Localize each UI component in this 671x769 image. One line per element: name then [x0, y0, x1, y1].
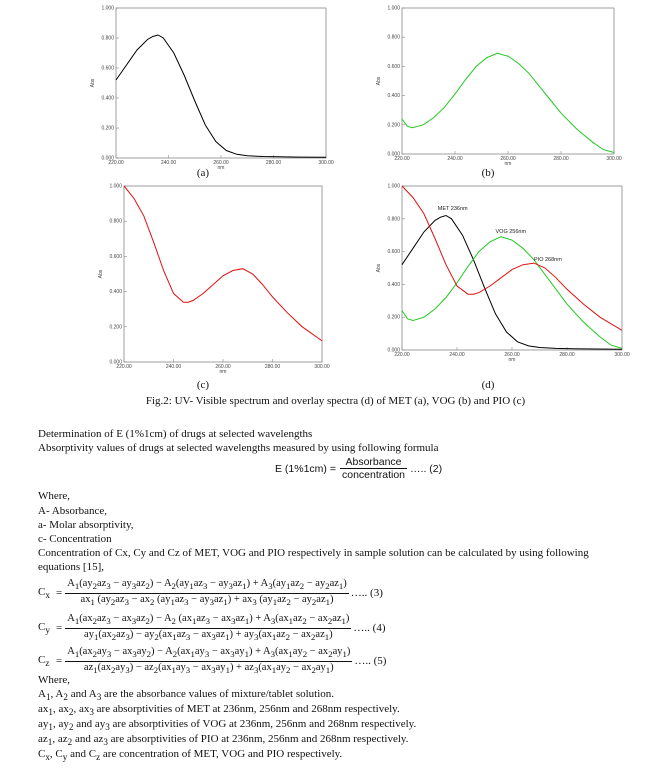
equation-4: $C_y$ = $A_1(ax_2az_3 - ax_3az_2) - A_2$ $(ax_1az_3 - ax_3az_1) + A_3(ax_1az_2 - ax_2az_1)$ $ay_1(ax_2az_3) - ay_2(ax_1az_3 - ax_3az_1) + ay_3(ax_1az_2 - ax_2az_1)$ ….. (4) — [38, 613, 386, 643]
concentration-text-line-1: Concentration of Cx, Cy and Cz of MET, VOG and PIO respectively in sample solution can be calculated by using following — [38, 547, 589, 559]
figure-caption: Fig.2: UV- Visible spectrum and overlay spectra (d) of MET (a), VOG (b) and PIO (c) — [145, 395, 526, 407]
y-axis-unit: Abs — [376, 263, 382, 273]
chart-c-svg — [90, 182, 340, 380]
chart-d — [378, 182, 640, 380]
x-tick-label: 260.00 — [213, 160, 229, 166]
y-axis-unit: Abs — [98, 269, 104, 279]
y-tick-label: 0.000 — [387, 347, 400, 354]
y-tick-label: 0.600 — [109, 253, 122, 260]
chart-a — [90, 4, 340, 170]
subcaption-d: (d) — [481, 379, 495, 391]
formula-denominator: concentration — [341, 469, 406, 481]
x-tick-label: 300.00 — [318, 160, 334, 166]
y-tick-label: 0.400 — [387, 281, 400, 288]
x-axis-unit: nm — [219, 369, 227, 375]
x-tick-label: 240.00 — [160, 160, 177, 166]
x-tick-label: 240.00 — [449, 352, 465, 358]
intro-text: Absorptivity values of drugs at selected wavelengths measured by using following formula — [38, 442, 439, 454]
equation-5: $C_z$ = $A_1(ax_2ay_3 - ax_3ay_2) - A_2(ax_1ay_3 - ax_3ay_1) + A_3(ax_1ay_2 - ax_2ay_1)$ $az_1(ax_2ay_3) - az_2(ax_1ay_3 - ax_3ay_1) + az_3(ax_1ay_2 - ax_2ay_1)$ ….. (5) — [38, 646, 387, 676]
y-tick-label: 0.800 — [387, 34, 400, 41]
y-tick-label: 0.600 — [387, 63, 400, 70]
formula-fraction — [340, 456, 407, 481]
chart-a-svg — [90, 4, 340, 170]
spectrum-line-met — [402, 216, 622, 350]
y-tick-label: 1.000 — [387, 183, 400, 190]
note-vog-absorptivity: $ay_1$, $ay_2$ and $ay_3$ are absorptivities of VOG at 236nm, 256nm and 268nm respectively. — [38, 718, 417, 733]
note-concentrations: $C_x$, $C_y$ and $C_z$ are concentration of MET, VOG and PIO respectively. — [38, 748, 343, 763]
subcaption-c: (c) — [196, 379, 210, 391]
y-tick-label: 1.000 — [387, 5, 400, 12]
y-tick-label: 0.800 — [101, 35, 114, 42]
note-met-absorptivity: $ax_1$, $ax_2$, $ax_3$ are absorptivities of MET at 236nm, 256nm and 268nm respectively. — [38, 703, 400, 718]
x-axis-unit: nm — [504, 161, 512, 167]
equation-4-lhs: $C_y$ — [38, 621, 50, 636]
chart-b — [378, 4, 628, 170]
note-absorbance: $A_1$, $A_2$ and $A_3$ are the absorbance values of mixture/tablet solution. — [38, 688, 335, 703]
x-axis-unit: nm — [508, 357, 516, 363]
x-tick-label: 220.00 — [394, 352, 410, 358]
peak-label-met: MET 236nm — [437, 206, 468, 213]
y-tick-label: 0.200 — [387, 122, 400, 129]
x-axis-unit: nm — [217, 165, 225, 171]
x-tick-label: 300.00 — [614, 352, 630, 358]
equation-5-number: ….. (5) — [354, 655, 387, 668]
definition-absorbance: A- Absorbance, — [38, 505, 108, 517]
equation-3-lhs: $C_x$ — [38, 586, 50, 601]
y-tick-label: 0.000 — [109, 359, 122, 366]
x-tick-label: 260.00 — [500, 156, 516, 162]
equation-3-fraction: $A_1(ay_2az_3 - ay_3az_2) - A_2(ay_1az_3 - ay_3az_1) + A_3(ay_1az_2 - ay_2az_1)$ $ax_1$ ($ay_2az_3 - ax_2$ $(ay_1az_3 - ay_3az_1) + ax_3$ $(ay_1az_2 - ay_2az_1)$ — [67, 578, 347, 608]
equation-5-fraction: $A_1(ax_2ay_3 - ax_3ay_2) - A_2(ax_1ay_3 - ax_3ay_1) + A_3(ax_1ay_2 - ax_2ay_1)$ $az_1(ax_2ay_3) - az_2(ax_1ay_3 - ax_3ay_1) + az_3(ax_1ay_2 - ax_2ay_1)$ — [67, 646, 351, 676]
subcaption-a: (a) — [196, 167, 210, 179]
y-tick-label: 0.000 — [101, 155, 114, 162]
peak-label-pio: PIO 268nm — [534, 257, 562, 264]
y-axis-unit: Abs — [90, 78, 96, 88]
spectrum-line-series-0 — [402, 53, 614, 152]
x-tick-label: 220.00 — [394, 156, 410, 162]
y-tick-label: 0.000 — [387, 151, 400, 158]
chart-c — [90, 182, 340, 380]
plot-frame — [402, 8, 614, 154]
equation-4-fraction: $A_1(ax_2az_3 - ax_3az_2) - A_2$ $(ax_1az_3 - ax_3az_1) + A_3(ax_1az_2 - ax_2az_1)$ $ay_1(ax_2az_3) - ay_2(ax_1az_3 - ax_3az_1) + ay_3(ax_1az_2 - ax_2az_1)$ — [67, 613, 350, 643]
y-tick-label: 0.200 — [387, 314, 400, 321]
x-tick-label: 220.00 — [116, 364, 132, 370]
x-tick-label: 240.00 — [447, 156, 463, 162]
y-tick-label: 0.800 — [109, 218, 122, 225]
spectrum-line-series-0 — [116, 35, 326, 157]
formula-number: ….. (2) — [410, 462, 443, 475]
y-tick-label: 1.000 — [101, 5, 114, 12]
x-tick-label: 260.00 — [215, 364, 231, 370]
y-tick-label: 0.400 — [101, 95, 114, 102]
y-tick-label: 0.200 — [109, 324, 122, 331]
formula-lhs: E (1%1cm) = — [275, 462, 336, 475]
chart-d-svg — [378, 182, 640, 380]
y-tick-label: 0.200 — [101, 125, 114, 132]
x-tick-label: 300.00 — [314, 364, 330, 370]
equation-3: $C_x$ = $A_1(ay_2az_3 - ay_3az_2) - A_2(ay_1az_3 - ay_3az_1) + A_3(ay_1az_2 - ay_2az_1)$ $ax_1$ ($ay_2az_3 - ax_2$ $(ay_1az_3 - ay_3az_1) + ax_3$ $(ay_1az_2 - ay_2az_1)$ ….. (3) — [38, 578, 383, 608]
y-tick-label: 1.000 — [109, 183, 122, 190]
spectrum-line-vog — [402, 237, 622, 349]
note-pio-absorptivity: $az_1$, $az_2$ and $az_3$ are absorptivities of PIO at 236nm, 256nm and 268nm respectively. — [38, 733, 409, 748]
equation-5-lhs: $C_z$ — [38, 654, 50, 669]
x-tick-label: 260.00 — [504, 352, 520, 358]
concentration-text-line-2: equations [15], — [38, 561, 104, 573]
peak-label-vog: VOG 256nm — [495, 229, 527, 236]
where-label-1: Where, — [38, 490, 71, 502]
x-tick-label: 280.00 — [264, 364, 281, 370]
formula-numerator: Absorbance — [340, 456, 407, 469]
y-axis-unit: Abs — [376, 76, 382, 86]
formula-2 — [275, 456, 442, 481]
x-tick-label: 300.00 — [606, 156, 622, 162]
subcaption-b: (b) — [481, 167, 495, 179]
x-tick-label: 280.00 — [265, 160, 282, 166]
section-heading: Determination of E (1%1cm) of drugs at selected wavelengths — [38, 428, 313, 440]
definition-molar-absorptivity: a- Molar absorptivity, — [38, 519, 134, 531]
y-tick-label: 0.400 — [387, 93, 400, 100]
x-tick-label: 240.00 — [165, 364, 182, 370]
plot-frame — [402, 186, 622, 350]
y-tick-label: 0.600 — [101, 65, 114, 72]
x-tick-label: 220.00 — [108, 160, 124, 166]
where-label-2: Where, — [38, 674, 71, 686]
equation-4-number: ….. (4) — [353, 622, 386, 635]
x-tick-label: 280.00 — [553, 156, 569, 162]
definition-concentration: c- Concentration — [38, 533, 112, 545]
x-tick-label: 280.00 — [559, 352, 575, 358]
spectrum-line-series-0 — [124, 186, 322, 341]
y-tick-label: 0.600 — [387, 249, 400, 256]
plot-frame — [116, 8, 326, 158]
y-tick-label: 0.400 — [109, 289, 122, 296]
y-tick-label: 0.800 — [387, 216, 400, 223]
chart-b-svg — [378, 4, 628, 170]
plot-frame — [124, 186, 322, 362]
equation-3-number: ….. (3) — [350, 587, 383, 600]
